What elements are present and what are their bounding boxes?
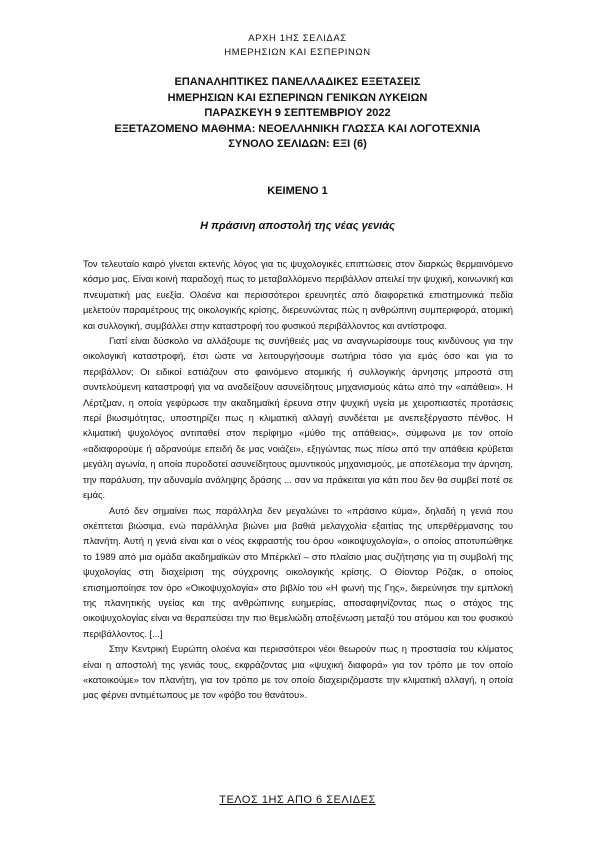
- footer-text: ΤΕΛΟΣ 1ΗΣ ΑΠΟ 6 ΣΕΛΙΔΕΣ: [219, 794, 376, 806]
- header-line-1: ΑΡΧΗ 1ΗΣ ΣΕΛΙΔΑΣ: [248, 33, 347, 44]
- page-count: ΣΥΝΟΛΟ ΣΕΛΙΔΩΝ: ΕΞΙ (6): [228, 138, 367, 150]
- exam-subject: ΕΞΕΤΑΖΟΜΕΝΟ ΜΑΘΗΜΑ: ΝΕΟΕΛΛΗΝΙΚΗ ΓΛΩΣΣΑ ΚΑΙ ΛΟΓΟΤΕΧΝΙΑ: [114, 122, 481, 135]
- text-label: ΚΕΙΜΕΝΟ 1: [267, 185, 328, 197]
- paragraph-4: Στην Κεντρική Ευρώπη ολοένα και περισσότεροι νέοι θεωρούν πως η προστασία του κλίματος είναι η αποστολή της γενιάς τους, εκφράζοντας μια «ψυχική διαφορά» για τον τρόπο με τον οποίο «κατοικούμε» τον πλανήτη, για τον τρόπο με τον οποίο διαχειριζόμαστε την κλιματική αλλαγή, η οποία μας φέρνει αντιμέτωπους με τον «φόβο του θανάτου».: [83, 643, 513, 701]
- page-footer: [0, 794, 595, 806]
- exam-title-line-2: ΗΜΕΡΗΣΙΩΝ ΚΑΙ ΕΣΠΕΡΙΝΩΝ ΓΕΝΙΚΩΝ ΛΥΚΕΙΩΝ: [167, 91, 428, 104]
- article-title: Η πράσινη αποστολή της νέας γενιάς: [200, 220, 395, 232]
- paragraph-2: Γιατί είναι δύσκολο να αλλάξουμε τις συνήθειές μας να αναγνωρίσουμε τους κινδύνους για την οικολογική καταστροφή, έτσι ώστε να λειτουργήσουμε σωτήρια τόσο για εμάς όσο και για το περιβάλλον; Οι ειδικοί εστιάζουν στο φαινόμενο ατομικής ή συλλογικής άρνησης μπροστά στη συντελούμενη καταστροφή για να αναδείξουν ασυνείδητους μηχανισμούς κάτω από την «απάθεια». Η Λέρτζμαν, η οποία γεφύρωσε την ακαδημαϊκή έρευνα στην ψυχική υγεία με χειροπιαστές προτάσεις περί βιωσιμότητας, υποστηρίζει πως η κλιματική αλλαγή συνδέεται με ανεπεξέργαστο πένθος. Η κλιματική ψυχολόγος αντιπαθεί στον περίφημο «μύθο της απάθειας», σύμφωνα με τον οποίο «αδιαφορούμε ή αδρανούμε επειδή δε μας νοιάζει», εξηγώντας πως πίσω από την απάθεια κρύβεται μεγάλη αγωνία, η οποία πυροδοτεί ασυνείδητους αμυντικούς μηχανισμούς, με αποτέλεσμα την άρνηση, την παράλυση, την αδυναμία ανάληψης δράσης ... σαν να πράκειται για κάτι που δεν θα συμβεί ποτέ σε εμάς.: [83, 335, 513, 501]
- paragraph-1: Τον τελευταίο καιρό γίνεται εκτενής λόγος για τις ψυχολογικές επιπτώσεις στον διαρκώς θερμαινόμενο κόσμο μας. Είναι κοινή παραδοχή πως το μεταβαλλόμενο περιβάλλον απειλεί την ψυχική, κοινωνική και πνευματική μας ευεξία. Ολοένα και περισσότεροι ερευνητές από διαφορετικά επιστημονικά πεδία μελετούν παραμέτρους της οικολογικής κρίσης, διερευνώντας πώς η ανθρώπινη συμπεριφορά, ατομική και συλλογική, συμβάλλει στην καταστροφή του φυσικού περιβάλλοντος και αντίστροφα.: [83, 258, 513, 331]
- exam-title-block: [0, 75, 595, 153]
- header-line-2: ΗΜΕΡΗΣΙΩΝ ΚΑΙ ΕΣΠΕΡΙΝΩΝ: [224, 47, 371, 58]
- exam-title-line-1: ΕΠΑΝΑΛΗΠΤΙΚΕΣ ΠΑΝΕΛΛΑΔΙΚΕΣ ΕΞΕΤΑΣΕΙΣ: [174, 76, 421, 88]
- article-body: [83, 256, 513, 703]
- paragraph-3: Αυτό δεν σημαίνει πως παράλληλα δεν μεγαλώνει το «πράσινο κύμα», δηλαδή η γενιά που σκέπτεται βιώσιμα, ενώ παράλληλα βιώνει μια βαθιά μελαγχολία εξαιτίας της υπερθέρμανσης του πλανήτη. Αυτή η γενιά είναι και ο νέος εκφραστής του όρου «οικοψυχολογία», ο οποίος αποτυπώθηκε το 1989 από μια ομάδα ακαδημαϊκών στο Μπέρκλεϊ – στο πλαίσιο μιας συζήτησης για τη συμβολή της ψυχολογίας στη διαχείριση της σύγχρονης οικολογικής κρίσης. Ο Θίοντορ Ρόζακ, ο οποίος επισημοποίησε τον όρο «Οικοψυχολογία» στο βιβλίο του «Η φωνή της Γης», διερεύνησε την εμπλοκή της πλανητικής υγείας και της ανθρώπινης ευημερίας, αποσαφηνίζοντας πως ο στόχος της οικοψυχολογίας είναι να θεραπεύσει την πιο θεμελιώδη αποξένωση μεταξύ του ατόμου και του φυσικού περιβάλλοντος. [...]: [83, 504, 513, 639]
- exam-date: ΠΑΡΑΣΚΕΥΗ 9 ΣΕΠΤΕΜΒΡΙΟΥ 2022: [204, 107, 391, 119]
- page-header: [0, 32, 595, 60]
